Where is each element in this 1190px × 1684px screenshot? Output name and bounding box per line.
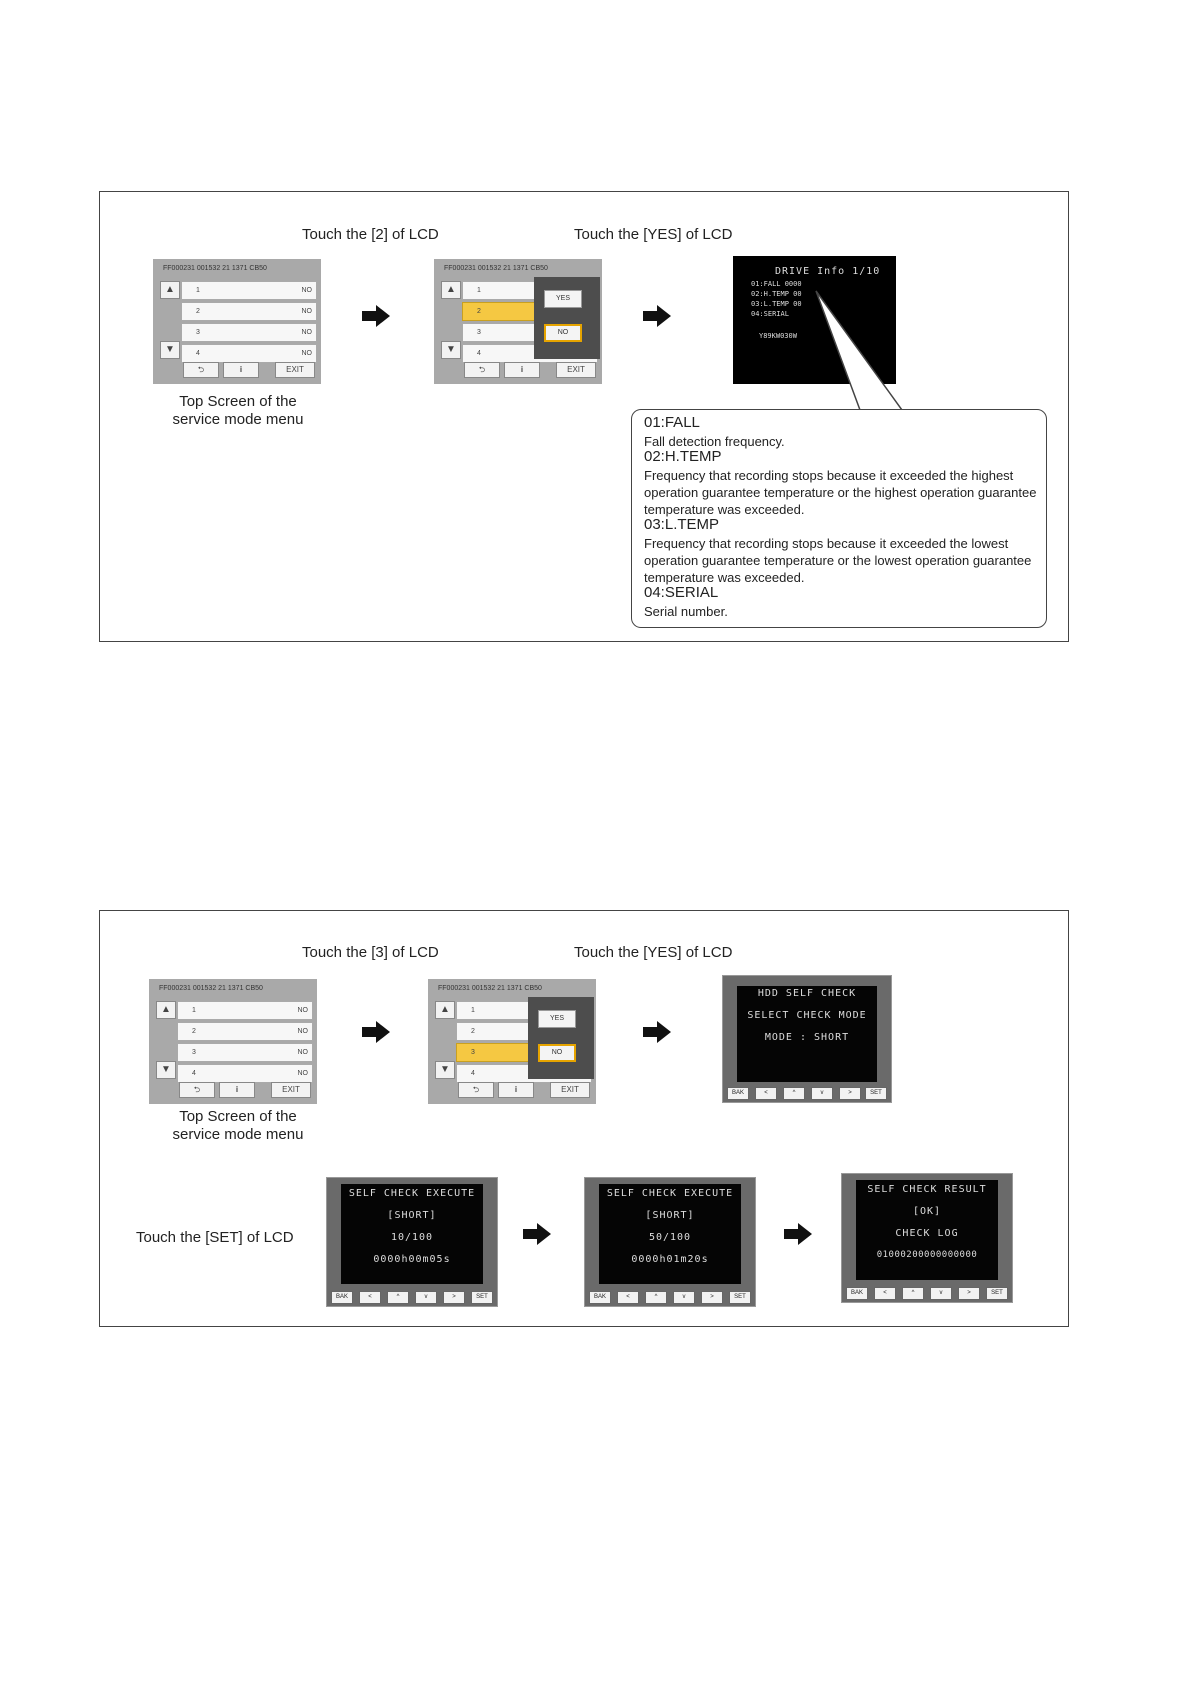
top-screen-caption	[150, 393, 326, 429]
lcd-line: SELF CHECK RESULT	[867, 1184, 987, 1195]
arrow-right-icon	[643, 305, 671, 327]
drive-info-line: 04:SERIAL	[751, 310, 789, 318]
down-button[interactable]: v	[811, 1087, 833, 1100]
no-button[interactable]: NO	[544, 324, 582, 342]
no-button[interactable]: NO	[538, 1044, 576, 1062]
lcd-line: MODE : SHORT	[764, 1032, 850, 1043]
row-number: 2	[471, 1028, 475, 1035]
row-number: 4	[477, 350, 481, 357]
menu-row[interactable]	[181, 344, 317, 363]
row-number: 3	[196, 329, 200, 336]
caption-line: Top Screen of the	[179, 1108, 297, 1125]
down-button[interactable]: v	[930, 1287, 952, 1300]
right-button[interactable]: >	[443, 1291, 465, 1304]
lcd-line: [SHORT]	[645, 1210, 695, 1221]
row-number: 4	[192, 1070, 196, 1077]
self-check-execute-screen	[584, 1177, 756, 1307]
menu-header: FF000231 001532 21 1371 CB50	[159, 985, 263, 992]
lcd-line: SELF CHECK EXECUTE	[606, 1188, 734, 1199]
callout-desc: Fall detection frequency.	[644, 434, 785, 449]
arrow-right-icon	[362, 305, 390, 327]
exit-button[interactable]: EXIT	[550, 1082, 590, 1098]
exit-button[interactable]: EXIT	[556, 362, 596, 378]
left-button[interactable]: <	[617, 1291, 639, 1304]
arrow-right-icon	[784, 1223, 812, 1245]
set-button[interactable]: SET	[729, 1291, 751, 1304]
lcd-line: 10/100	[390, 1232, 434, 1243]
scroll-down-icon[interactable]: ▼	[441, 341, 461, 359]
row-number: 2	[477, 308, 481, 315]
lcd-display	[856, 1180, 998, 1280]
scroll-up-icon[interactable]: ▲	[160, 281, 180, 299]
info-button[interactable]: i	[504, 362, 540, 378]
drive-info-line: 01:FALL 0000	[751, 280, 802, 288]
lcd-line: CHECK LOG	[895, 1228, 959, 1239]
scroll-down-icon[interactable]: ▼	[435, 1061, 455, 1079]
menu-header: FF000231 001532 21 1371 CB50	[163, 265, 267, 272]
yes-button[interactable]: YES	[538, 1010, 576, 1028]
set-button[interactable]: SET	[986, 1287, 1008, 1300]
lcd-line: 0000h01m20s	[631, 1254, 709, 1265]
lcd-line: [OK]	[912, 1206, 942, 1217]
caption-line: Top Screen of the	[179, 393, 297, 410]
row-value: NO	[301, 287, 312, 294]
menu-row[interactable]	[177, 1022, 313, 1041]
service-menu-screen	[149, 979, 317, 1104]
caption-touch-3: Touch the [3] of LCD	[302, 944, 439, 961]
caption-touch-yes: Touch the [YES] of LCD	[574, 944, 733, 961]
service-menu-dialog-screen	[428, 979, 596, 1104]
row-value: NO	[297, 1049, 308, 1056]
scroll-up-icon[interactable]: ▲	[441, 281, 461, 299]
callout-title: 03:L.TEMP	[644, 516, 720, 533]
drive-info-title: DRIVE Info 1/10	[775, 266, 881, 277]
scroll-up-icon[interactable]: ▲	[156, 1001, 176, 1019]
scroll-down-icon[interactable]: ▼	[156, 1061, 176, 1079]
return-arrow-icon[interactable]: ⮌	[183, 362, 219, 378]
callout-legend	[631, 409, 1047, 628]
row-number: 2	[196, 308, 200, 315]
lcd-line: HDD SELF CHECK	[757, 988, 857, 999]
caption-touch-set: Touch the [SET] of LCD	[136, 1229, 294, 1246]
up-button[interactable]: ^	[387, 1291, 409, 1304]
return-arrow-icon[interactable]: ⮌	[179, 1082, 215, 1098]
right-button[interactable]: >	[701, 1291, 723, 1304]
bak-button[interactable]: BAK	[727, 1087, 749, 1100]
bak-button[interactable]: BAK	[331, 1291, 353, 1304]
row-value: NO	[301, 329, 312, 336]
menu-row[interactable]	[181, 281, 317, 300]
confirm-dialog	[534, 277, 600, 359]
right-button[interactable]: >	[839, 1087, 861, 1100]
row-number: 2	[192, 1028, 196, 1035]
lcd-line: 01000200000000000	[876, 1250, 978, 1260]
row-number: 1	[477, 287, 481, 294]
arrow-right-icon	[643, 1021, 671, 1043]
exit-button[interactable]: EXIT	[271, 1082, 311, 1098]
row-number: 4	[471, 1070, 475, 1077]
arrow-right-icon	[362, 1021, 390, 1043]
menu-header: FF000231 001532 21 1371 CB50	[444, 265, 548, 272]
caption-line: service mode menu	[172, 1126, 304, 1143]
row-value: NO	[301, 308, 312, 315]
lcd-line: 0000h00m05s	[373, 1254, 451, 1265]
scroll-up-icon[interactable]: ▲	[435, 1001, 455, 1019]
yes-button[interactable]: YES	[544, 290, 582, 308]
callout-title: 04:SERIAL	[644, 584, 719, 601]
caption-line: service mode menu	[172, 411, 304, 428]
menu-row[interactable]	[177, 1064, 313, 1083]
confirm-dialog	[528, 997, 594, 1079]
left-button[interactable]: <	[755, 1087, 777, 1100]
row-number: 1	[471, 1007, 475, 1014]
left-button[interactable]: <	[359, 1291, 381, 1304]
return-arrow-icon[interactable]: ⮌	[458, 1082, 494, 1098]
callout-title: 02:H.TEMP	[644, 448, 722, 465]
menu-row[interactable]	[177, 1001, 313, 1020]
callout-desc: Frequency that recording stops because it exceeded the highest operation guarantee temperature or the highest operation guarantee temperature was exceeded.	[644, 468, 1037, 517]
down-button[interactable]: v	[673, 1291, 695, 1304]
up-button[interactable]: ^	[645, 1291, 667, 1304]
row-value: NO	[297, 1070, 308, 1077]
exit-button[interactable]: EXIT	[275, 362, 315, 378]
drive-info-screen	[733, 256, 896, 384]
bak-button[interactable]: BAK	[846, 1287, 868, 1300]
top-screen-caption	[150, 1108, 326, 1144]
info-button[interactable]: i	[219, 1082, 255, 1098]
callout-desc: Serial number.	[644, 604, 728, 619]
down-button[interactable]: v	[415, 1291, 437, 1304]
service-menu-screen	[153, 259, 321, 384]
up-button[interactable]: ^	[783, 1087, 805, 1100]
return-arrow-icon[interactable]: ⮌	[464, 362, 500, 378]
drive-info-serial: Y89KW030W	[759, 332, 797, 340]
up-button[interactable]: ^	[902, 1287, 924, 1300]
right-button[interactable]: >	[958, 1287, 980, 1300]
caption-touch-yes: Touch the [YES] of LCD	[574, 226, 733, 243]
menu-row[interactable]	[181, 302, 317, 321]
arrow-right-icon	[523, 1223, 551, 1245]
lcd-line: 50/100	[648, 1232, 692, 1243]
row-number: 3	[192, 1049, 196, 1056]
drive-info-line: 02:H.TEMP 00	[751, 290, 802, 298]
lcd-line: SELECT CHECK MODE	[747, 1010, 867, 1021]
row-number: 1	[192, 1007, 196, 1014]
set-button[interactable]: SET	[865, 1087, 887, 1100]
bak-button[interactable]: BAK	[589, 1291, 611, 1304]
lcd-line: SELF CHECK EXECUTE	[348, 1188, 476, 1199]
row-value: NO	[301, 350, 312, 357]
lcd-display	[341, 1184, 483, 1284]
callout-desc: Frequency that recording stops because it exceeded the lowest operation guarantee temperature or the lowest operation guarantee temperature was exceeded.	[644, 536, 1032, 585]
self-check-result-screen	[841, 1173, 1013, 1303]
menu-row[interactable]	[181, 323, 317, 342]
callout-title: 01:FALL	[644, 414, 700, 431]
info-button[interactable]: i	[498, 1082, 534, 1098]
set-button[interactable]: SET	[471, 1291, 493, 1304]
self-check-execute-screen	[326, 1177, 498, 1307]
row-number: 3	[471, 1049, 475, 1056]
drive-info-line: 03:L.TEMP 00	[751, 300, 802, 308]
menu-row[interactable]	[177, 1043, 313, 1062]
lcd-display	[737, 986, 877, 1082]
row-number: 3	[477, 329, 481, 336]
left-button[interactable]: <	[874, 1287, 896, 1300]
caption-touch-2: Touch the [2] of LCD	[302, 226, 439, 243]
scroll-down-icon[interactable]: ▼	[160, 341, 180, 359]
hdd-self-check-screen	[722, 975, 892, 1103]
row-value: NO	[297, 1028, 308, 1035]
service-menu-dialog-screen	[434, 259, 602, 384]
row-number: 4	[196, 350, 200, 357]
lcd-display	[599, 1184, 741, 1284]
menu-header: FF000231 001532 21 1371 CB50	[438, 985, 542, 992]
row-number: 1	[196, 287, 200, 294]
lcd-line: [SHORT]	[387, 1210, 437, 1221]
row-value: NO	[297, 1007, 308, 1014]
info-button[interactable]: i	[223, 362, 259, 378]
